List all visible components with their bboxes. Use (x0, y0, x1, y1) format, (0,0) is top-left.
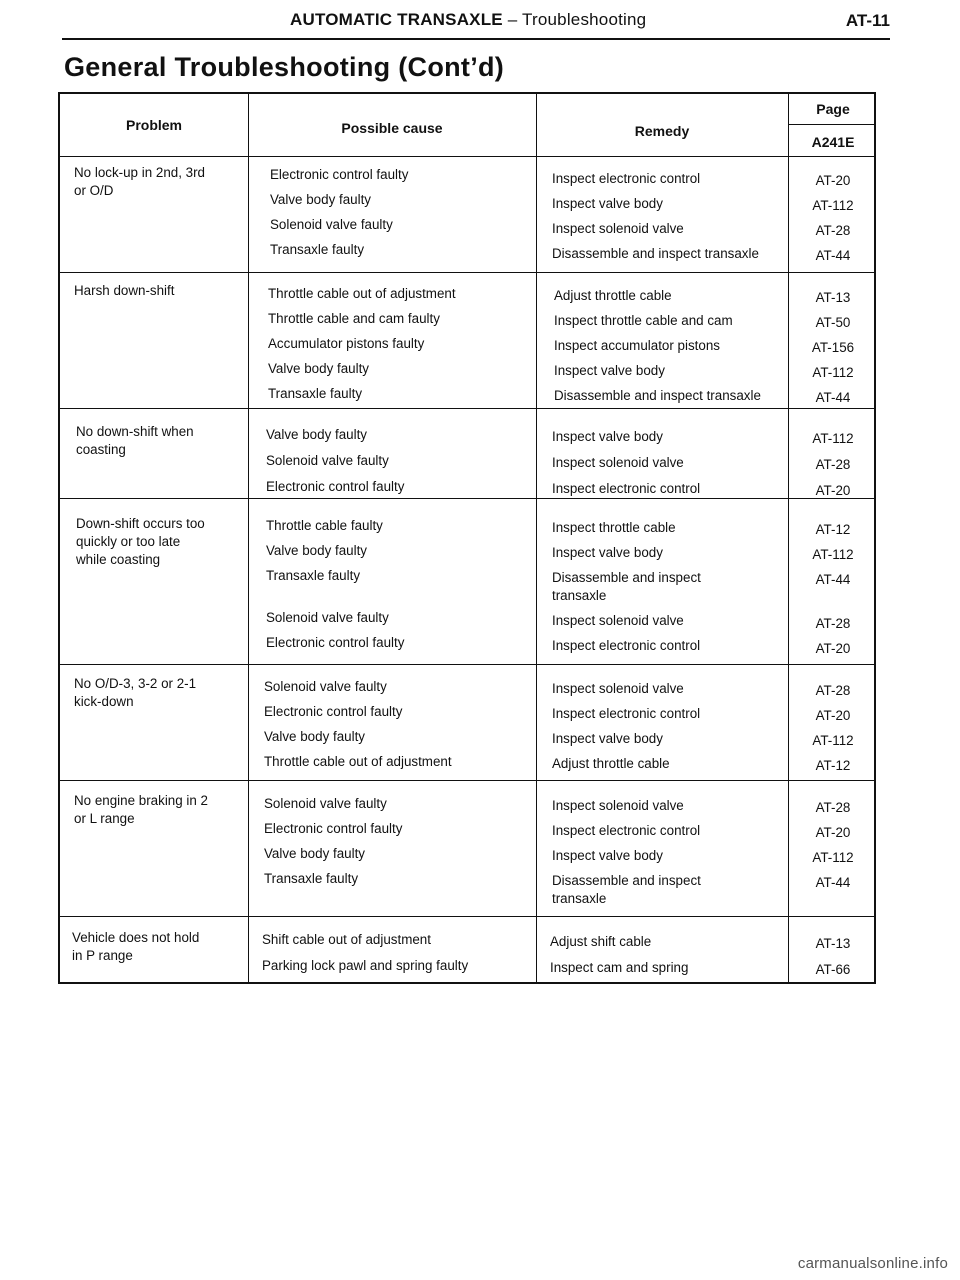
remedy-text: Inspect solenoid valve (552, 221, 684, 236)
problem-cell (76, 515, 205, 569)
page-ref: AT-44 (815, 875, 851, 890)
remedy-text: Adjust throttle cable (552, 756, 670, 771)
page-ref: AT-12 (815, 522, 851, 537)
watermark: carmanualsonline.info (797, 1255, 948, 1272)
page-title: General Troubleshooting (Cont’d) (64, 52, 505, 82)
cause-text: Valve body faulty (270, 192, 371, 207)
cause-text: Transaxle faulty (268, 386, 363, 401)
header-title-bold: AUTOMATIC TRANSAXLE (290, 10, 503, 29)
page-ref: AT-112 (812, 431, 854, 446)
problem-cell (72, 929, 199, 965)
row-divider (60, 916, 874, 917)
remedy-text: Inspect solenoid valve (552, 455, 684, 470)
problem-text: No O/D-3, 3-2 or 2-1 (74, 676, 197, 691)
remedy-text: Inspect throttle cable and cam (554, 313, 733, 328)
cause-text: Transaxle faulty (266, 568, 361, 583)
page-ref: AT-20 (815, 641, 851, 656)
remedy-text: Inspect solenoid valve (552, 798, 684, 813)
page-subheader-divider (788, 124, 874, 125)
problem-cell (74, 164, 205, 200)
cause-text: Solenoid valve faulty (270, 217, 393, 232)
cause-text: Valve body faulty (264, 729, 365, 744)
page-ref: AT-50 (815, 315, 851, 330)
cause-text: Electronic control faulty (270, 167, 409, 182)
column-header-cause: Possible cause (341, 120, 443, 136)
remedy-text: Inspect solenoid valve (552, 613, 684, 628)
problem-text: No engine braking in 2 (74, 793, 208, 808)
page-cell (788, 799, 878, 899)
remedy-text: Inspect valve body (552, 731, 663, 746)
cause-text: Solenoid valve faulty (264, 796, 387, 811)
row-divider (60, 498, 874, 499)
problem-cell (74, 675, 196, 711)
remedy-text: Disassemble and inspect transaxle (552, 246, 759, 261)
header-title (290, 10, 646, 30)
remedy-text: Inspect valve body (552, 545, 663, 560)
page-ref: AT-28 (815, 683, 851, 698)
page-cell (788, 682, 878, 782)
remedy-text: Inspect accumulator pistons (554, 338, 720, 353)
remedy-text: Inspect solenoid valve (552, 681, 684, 696)
page-ref: AT-20 (815, 825, 851, 840)
remedy-text: Inspect electronic control (552, 706, 701, 721)
remedy-text: Inspect cam and spring (550, 960, 689, 975)
page-ref: AT-12 (815, 758, 851, 773)
header-page-number: AT-11 (845, 11, 890, 30)
cause-cell (270, 166, 408, 266)
cause-text: Parking lock pawl and spring faulty (262, 958, 469, 973)
page-ref: AT-28 (815, 800, 851, 815)
remedy-text: Inspect electronic control (552, 171, 701, 186)
page-ref: AT-44 (815, 390, 851, 405)
remedy-text: Inspect valve body (552, 429, 663, 444)
cause-cell (266, 426, 404, 504)
page-ref: AT-112 (812, 547, 854, 562)
cause-text: Valve body faulty (266, 427, 367, 442)
problem-text: Down-shift occurs too (76, 516, 205, 531)
remedy-text: Disassemble and inspect (552, 873, 701, 888)
problem-text: or O/D (74, 183, 114, 198)
cause-text: Valve body faulty (264, 846, 365, 861)
page-cell (788, 935, 878, 987)
problem-text: while coasting (76, 552, 161, 567)
cause-text: Throttle cable out of adjustment (268, 286, 456, 301)
remedy-text: Disassemble and inspect transaxle (554, 388, 761, 403)
cause-text: Accumulator pistons faulty (268, 336, 425, 351)
cause-text: Transaxle faulty (264, 871, 359, 886)
column-header-remedy: Remedy (634, 123, 690, 139)
column-header-problem: Problem (125, 117, 182, 133)
page-cell (788, 172, 878, 272)
problem-cell (76, 423, 194, 459)
page-ref: AT-20 (815, 708, 851, 723)
cause-text: Throttle cable faulty (266, 518, 383, 533)
page-ref: AT-112 (812, 198, 854, 213)
column-divider (536, 94, 537, 982)
cause-text: Valve body faulty (266, 543, 367, 558)
column-header-page-model: A241E (811, 134, 855, 150)
header-title-rest: – Troubleshooting (502, 10, 647, 29)
page-cell (788, 430, 878, 508)
remedy-text: Inspect electronic control (552, 823, 701, 838)
page-ref: AT-112 (812, 365, 854, 380)
page-ref: AT-112 (812, 850, 854, 865)
remedy-cell (552, 797, 701, 908)
remedy-cell (550, 933, 688, 985)
page-ref: AT-112 (812, 733, 854, 748)
page-ref: AT-44 (815, 572, 851, 587)
cause-text: Valve body faulty (268, 361, 369, 376)
cause-text: Electronic control faulty (266, 479, 405, 494)
page-ref: AT-66 (815, 962, 851, 977)
cause-cell (264, 678, 452, 778)
problem-text: No down-shift when (76, 424, 194, 439)
page-ref: AT-13 (815, 936, 851, 951)
remedy-text: transaxle (552, 891, 607, 906)
remedy-cell (554, 287, 761, 412)
remedy-text: Inspect throttle cable (552, 520, 676, 535)
remedy-text: Adjust shift cable (550, 934, 652, 949)
cause-text: Transaxle faulty (270, 242, 365, 257)
cause-cell (266, 517, 404, 659)
page-header (62, 4, 890, 40)
remedy-cell (552, 170, 759, 270)
problem-cell (74, 792, 208, 828)
cause-text: Electronic control faulty (264, 821, 403, 836)
row-divider (60, 664, 874, 665)
page-ref: AT-28 (815, 457, 851, 472)
problem-text: quickly or too late (76, 534, 181, 549)
cause-text: Solenoid valve faulty (266, 610, 389, 625)
remedy-text: Disassemble and inspect (552, 570, 701, 585)
troubleshooting-table (58, 92, 876, 984)
problem-text: Vehicle does not hold (72, 930, 200, 945)
problem-text: kick-down (74, 694, 134, 709)
cause-text: Throttle cable and cam faulty (268, 311, 440, 326)
remedy-text: Inspect electronic control (552, 638, 701, 653)
remedy-text: Adjust throttle cable (554, 288, 672, 303)
remedy-text: Inspect valve body (554, 363, 665, 378)
remedy-cell (552, 428, 700, 506)
page-ref: AT-156 (811, 340, 855, 355)
page-ref: AT-13 (815, 290, 851, 305)
header-divider (60, 156, 874, 157)
problem-text: or L range (74, 811, 135, 826)
cause-text: Electronic control faulty (266, 635, 405, 650)
remedy-text: transaxle (552, 588, 607, 603)
row-divider (60, 780, 874, 781)
cause-text: Electronic control faulty (264, 704, 403, 719)
remedy-text: Inspect valve body (552, 848, 663, 863)
problem-cell (74, 282, 174, 300)
cause-text: Shift cable out of adjustment (262, 932, 431, 947)
page-cell (788, 521, 878, 665)
page-ref: AT-28 (815, 616, 851, 631)
problem-text: Harsh down-shift (74, 283, 175, 298)
problem-text: in P range (72, 948, 133, 963)
cause-cell (262, 931, 468, 983)
column-divider (248, 94, 249, 982)
page-cell (788, 289, 878, 414)
row-divider (60, 272, 874, 273)
cause-cell (264, 795, 402, 895)
cause-text: Solenoid valve faulty (266, 453, 389, 468)
remedy-text: Inspect electronic control (552, 481, 701, 496)
problem-text: No lock-up in 2nd, 3rd (74, 165, 206, 180)
page-ref: AT-20 (815, 483, 851, 498)
cause-text: Throttle cable out of adjustment (264, 754, 452, 769)
cause-text: Solenoid valve faulty (264, 679, 387, 694)
page-ref: AT-44 (815, 248, 851, 263)
column-header-page: Page (816, 101, 850, 117)
cause-cell (268, 285, 456, 410)
problem-text: coasting (76, 442, 126, 457)
remedy-text: Inspect valve body (552, 196, 663, 211)
page-ref: AT-20 (815, 173, 851, 188)
page-ref: AT-28 (815, 223, 851, 238)
remedy-cell (552, 680, 700, 780)
remedy-cell (552, 519, 701, 662)
